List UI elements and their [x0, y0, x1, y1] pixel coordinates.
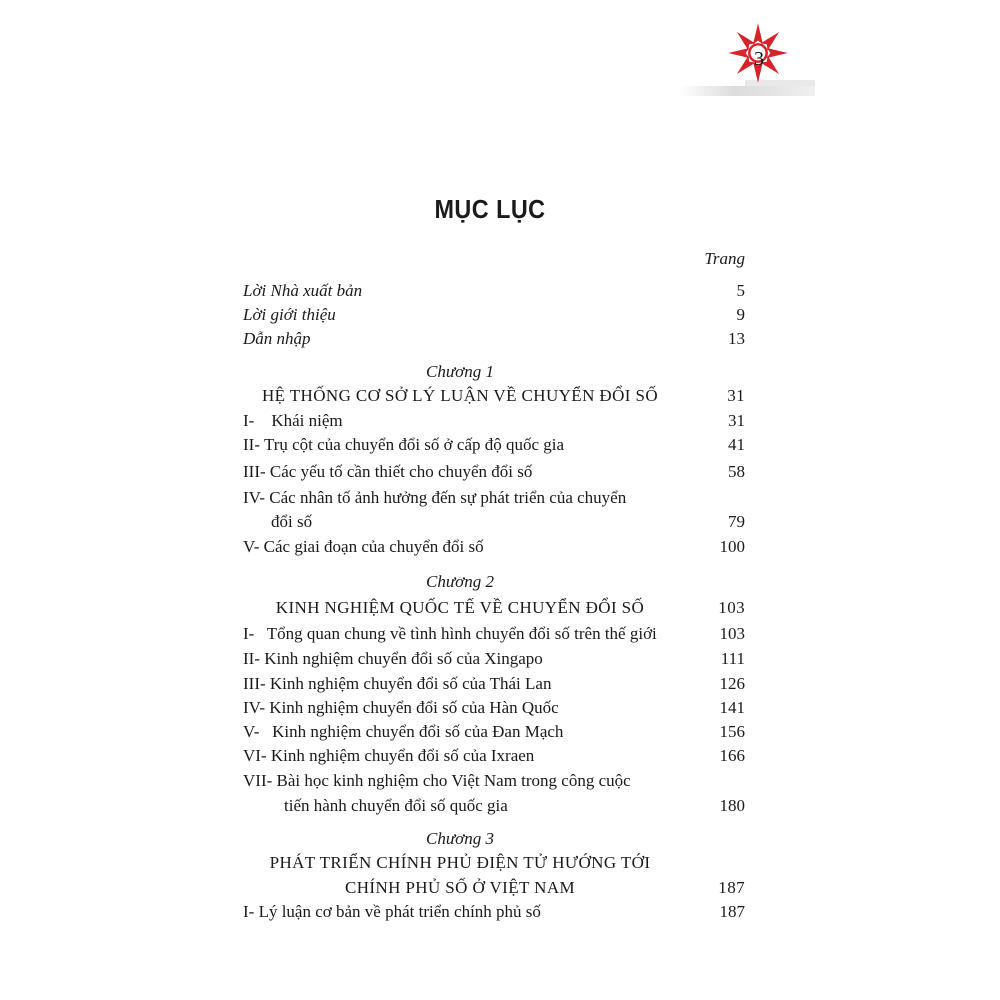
entry-page: 156 — [719, 722, 745, 741]
chapter-1-title-row[interactable] — [243, 385, 745, 407]
entry-page: 79 — [728, 512, 745, 531]
page-column-label: Trang — [704, 249, 745, 268]
chapter-2-title-row[interactable] — [243, 597, 745, 619]
chapter-3-title-line-2: CHÍNH PHỦ SỐ Ở VIỆT NAM — [344, 878, 576, 897]
entry-number: IV- — [243, 488, 266, 507]
entry-page: 166 — [719, 746, 745, 765]
toc-entry-continuation[interactable] — [243, 795, 745, 817]
chapter-2-label: Chương 2 — [426, 572, 494, 591]
entry-label: Lời Nhà xuất bản — [243, 281, 363, 300]
entry-number: I- — [243, 902, 255, 921]
entry-label: Dẫn nhập — [243, 329, 311, 348]
entry-number: V- — [243, 722, 260, 741]
entry-label: Các nhân tố ảnh hưởng đến sự phát triển của chuyển — [269, 488, 627, 507]
entry-number: II- — [243, 435, 260, 454]
chapter-1-page: 31 — [727, 386, 745, 405]
toc-entry[interactable] — [243, 901, 745, 923]
toc-entry[interactable] — [243, 745, 745, 767]
chapter-1-label: Chương 1 — [426, 362, 494, 381]
entry-page: 9 — [736, 305, 745, 324]
entry-label: Kinh nghiệm chuyển đổi số của Thái Lan — [269, 674, 552, 693]
entry-number: I- — [243, 624, 255, 643]
entry-label: Lý luận cơ bản về phát triển chính phủ số — [258, 902, 541, 921]
toc-entry[interactable] — [243, 434, 745, 456]
entry-label: Trụ cột của chuyển đổi số ở cấp độ quốc gia — [263, 435, 565, 454]
entry-number: III- — [243, 462, 266, 481]
entry-page: 111 — [720, 649, 745, 668]
entry-page: 141 — [719, 698, 745, 717]
entry-page: 5 — [736, 281, 745, 300]
entry-page: 100 — [719, 537, 745, 556]
chapter-3-title-line-1: PHÁT TRIỂN CHÍNH PHỦ ĐIỆN TỬ HƯỚNG TỚI — [269, 853, 651, 872]
entry-page: 41 — [728, 435, 745, 454]
entry-label-continued: tiến hành chuyển đổi số quốc gia — [284, 796, 508, 815]
chapter-2-title: KINH NGHIỆM QUỐC TẾ VỀ CHUYỂN ĐỔI SỐ — [275, 598, 645, 617]
entry-label: Kinh nghiệm chuyển đổi số của Đan Mạch — [272, 722, 564, 741]
chapter-3-label: Chương 3 — [426, 829, 494, 848]
chapter-2-page: 103 — [718, 598, 745, 617]
toc-entry[interactable] — [243, 328, 745, 350]
entry-label: Lời giới thiệu — [243, 305, 336, 324]
entry-label: Kinh nghiệm chuyển đổi số của Hàn Quốc — [269, 698, 559, 717]
entry-label: Các giai đoạn của chuyển đổi số — [263, 537, 484, 556]
toc-entry[interactable] — [243, 280, 745, 302]
toc-entry[interactable] — [243, 673, 745, 695]
entry-label: Kinh nghiệm chuyển đổi số của Ixraen — [270, 746, 535, 765]
entry-label: Các yếu tố cần thiết cho chuyển đổi số — [269, 462, 533, 481]
toc-title: MỤC LỤC — [434, 194, 546, 224]
toc-entry[interactable] — [243, 304, 745, 326]
toc-entry-continuation[interactable] — [243, 511, 745, 533]
entry-page: 103 — [719, 624, 745, 643]
entry-number: VI- — [243, 746, 267, 765]
entry-label: Tổng quan chung về tình hình chuyển đổi số trên thế giới — [266, 624, 657, 643]
entry-label: Kinh nghiệm chuyển đổi số của Xingapo — [264, 649, 543, 668]
entry-number: IV- — [243, 698, 266, 717]
entry-label: Khái niệm — [271, 411, 343, 430]
toc-entry[interactable] — [243, 721, 745, 743]
entry-label: Bài học kinh nghiệm cho Việt Nam trong công cuộc — [276, 771, 631, 790]
entry-page: 58 — [728, 462, 745, 481]
entry-page: 180 — [719, 796, 745, 815]
toc-entry[interactable] — [243, 487, 745, 509]
entry-page: 187 — [719, 902, 745, 921]
entry-label-continued: đổi số — [271, 512, 313, 531]
page-number: 3 — [754, 48, 764, 70]
toc-entry[interactable] — [243, 648, 745, 670]
chapter-3-title-row-1[interactable] — [243, 852, 745, 874]
toc-entry[interactable] — [243, 536, 745, 558]
chapter-3-page: 187 — [718, 878, 745, 897]
entry-number: III- — [243, 674, 266, 693]
chapter-1-title: HỆ THỐNG CƠ SỞ LÝ LUẬN VỀ CHUYỂN ĐỔI SỐ — [261, 386, 659, 405]
entry-number: I- — [243, 411, 255, 430]
toc-entry[interactable] — [243, 410, 745, 432]
entry-number: II- — [243, 649, 260, 668]
toc-entry[interactable] — [243, 697, 745, 719]
entry-page: 13 — [728, 329, 745, 348]
header-rule — [680, 86, 815, 96]
toc-entry[interactable] — [243, 770, 745, 792]
toc-entry[interactable] — [243, 461, 745, 483]
entry-number: VII- — [243, 771, 273, 790]
toc-entry[interactable] — [243, 623, 745, 645]
entry-page: 126 — [719, 674, 745, 693]
entry-number: V- — [243, 537, 260, 556]
entry-page: 31 — [728, 411, 745, 430]
chapter-3-title-row-2[interactable] — [243, 877, 745, 899]
